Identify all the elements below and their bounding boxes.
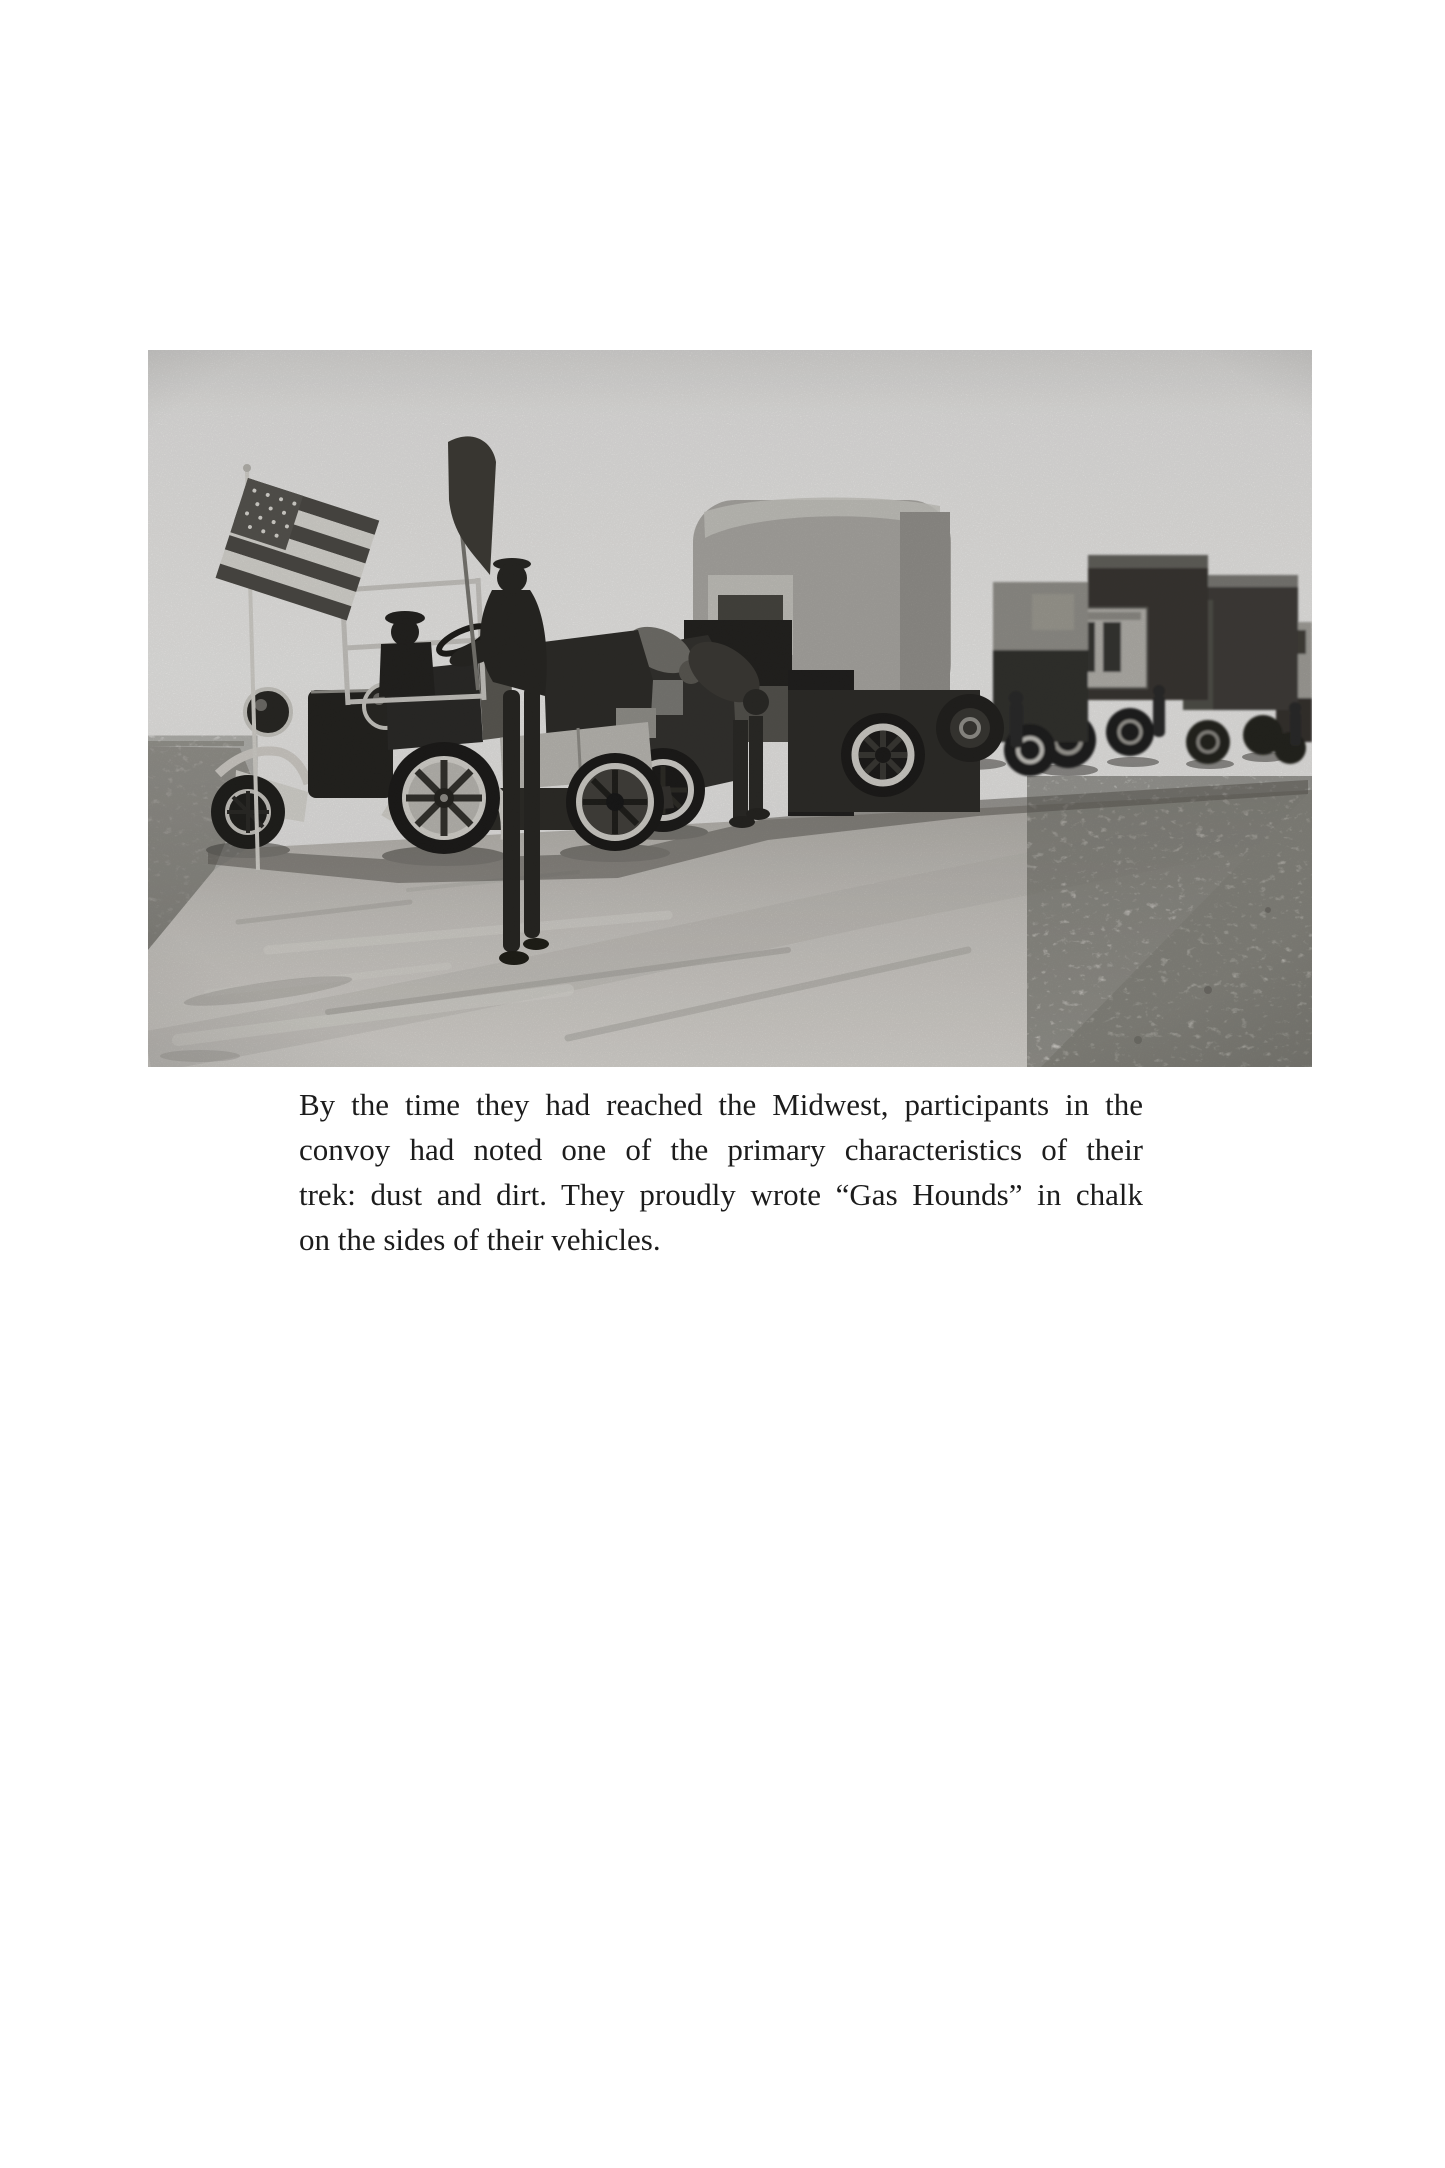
vignette-overlay bbox=[148, 350, 1312, 1067]
caption-line-3: trek: dust and dirt. They proudly wrote “Gas Hounds” in chalk bbox=[299, 1177, 1143, 1212]
convoy-photograph bbox=[148, 350, 1312, 1067]
caption-line-4: on the sides of their vehicles. bbox=[299, 1222, 661, 1257]
caption-line-1: By the time they had reached the Midwest, participants in the bbox=[299, 1087, 1143, 1122]
photo-caption bbox=[299, 1082, 1143, 1262]
caption-line-2: convoy had noted one of the primary characteristics of their bbox=[299, 1132, 1143, 1167]
